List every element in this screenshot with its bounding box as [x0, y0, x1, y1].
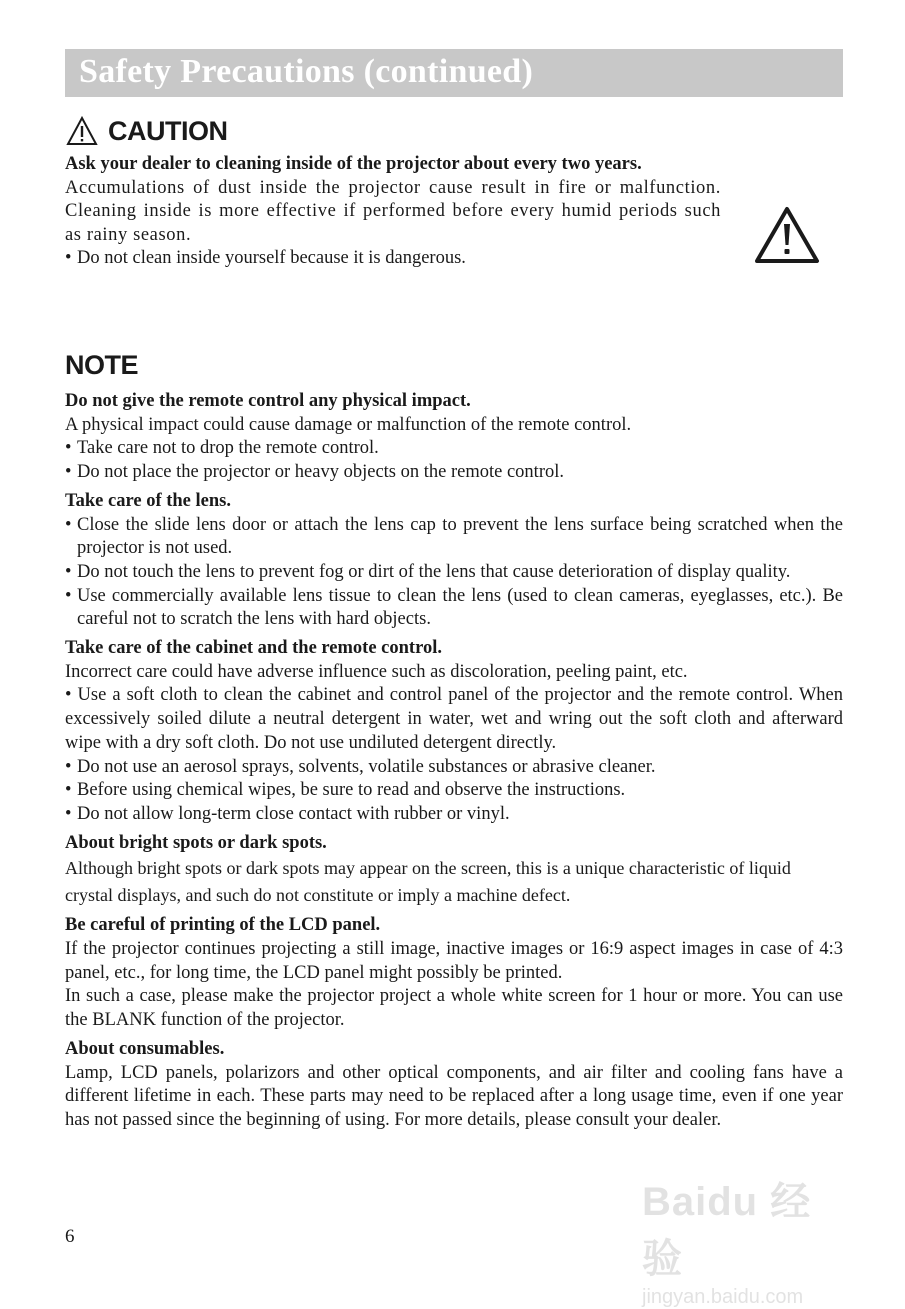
page-title: Safety Precautions (continued): [79, 53, 534, 90]
watermark-url: jingyan.baidu.com: [642, 1286, 804, 1308]
section-text: Lamp, LCD panels, polarizors and other optical components, and air filter and cooling fans have a different lifetime in each. These parts may need to be replaced after a long usage time, even if one year has not passed since the beginning of using. For more details, please consult your dealer.: [65, 1062, 843, 1130]
section-heading: About consumables.: [65, 1038, 225, 1059]
title-bar: [65, 49, 843, 97]
section-heading: Do not give the remote control any physical impact.: [65, 391, 471, 411]
bullet-item: • Before using chemical wipes, be sure to read and observe the instructions.: [65, 780, 626, 801]
watermark-logo: Baidu 经验: [642, 1180, 812, 1281]
section-text: In such a case, please make the projector project a whole white screen for 1 hour or more. You can use the BLANK function of the projector.: [65, 986, 843, 1031]
section-heading: Be careful of printing of the LCD panel.: [65, 915, 381, 936]
caution-subheading: Ask your dealer to cleaning inside of the projector about every two years.: [65, 154, 642, 174]
large-warning-icon: [754, 206, 820, 264]
note-heading: NOTE: [65, 350, 139, 380]
caution-bullet: • Do not clean inside yourself because it is dangerous.: [65, 248, 466, 268]
note-section: [65, 914, 843, 1033]
section-heading: Take care of the lens.: [65, 490, 231, 511]
note-section: [65, 390, 843, 485]
caution-label: CAUTION: [108, 115, 228, 146]
section-text: Incorrect care could have adverse influence such as discoloration, peeling paint, etc.: [65, 661, 688, 682]
section-text: If the projector continues projecting a still image, inactive images or 16:9 aspect images in case of 4:3 panel, etc., for long time, the LCD panel might possibly be printed.: [65, 939, 843, 983]
note-section: [65, 1038, 843, 1133]
bullet-item: • Take care not to drop the remote control.: [65, 438, 379, 459]
note-section: [65, 832, 843, 910]
note-body: [65, 390, 843, 1133]
note-section: [65, 490, 843, 632]
section-text: A physical impact could cause damage or malfunction of the remote control.: [65, 414, 632, 435]
watermark: [642, 1170, 852, 1308]
section-heading: About bright spots or dark spots.: [65, 832, 327, 853]
caution-paragraph: Accumulations of dust inside the projector cause result in fire or malfunction. Cleaning inside is more effective if performed before every humid periods such as rainy season.: [65, 177, 721, 245]
bullet-item: • Do not allow long-term close contact with rubber or vinyl.: [65, 803, 510, 824]
section-text: • Use a soft cloth to clean the cabinet and control panel of the projector and the remote control. When excessively soiled dilute a neutral detergent in water, wet and wring out the soft cloth and afterward wipe with a dry soft cloth. Do not use undiluted detergent directly.: [65, 685, 843, 753]
bullet-item: • Do not use an aerosol sprays, solvents, volatile substances or abrasive cleaner.: [65, 756, 656, 777]
bullet-item: • Do not place the projector or heavy objects on the remote control.: [65, 462, 564, 483]
note-section: [65, 637, 843, 827]
warning-icon: [66, 116, 98, 146]
section-text: Although bright spots or dark spots may appear on the screen, this is a unique characteristic of liquid crystal displays, and such do not constitute or imply a machine defect.: [65, 858, 791, 906]
caution-heading: [66, 114, 228, 148]
section-heading: Take care of the cabinet and the remote control.: [65, 638, 442, 659]
bullet-item: • Close the slide lens door or attach the lens cap to prevent the lens surface being scratched when the projector is not used.: [65, 514, 843, 559]
caution-body: [65, 153, 721, 271]
bullet-item: • Do not touch the lens to prevent fog or dirt of the lens that cause deterioration of display quality.: [65, 561, 791, 582]
page-number: 6: [65, 1226, 75, 1247]
bullet-item: • Use commercially available lens tissue to clean the lens (used to clean cameras, eyeglasses, etc.). Be careful not to scratch the lens with hard objects.: [65, 585, 843, 630]
